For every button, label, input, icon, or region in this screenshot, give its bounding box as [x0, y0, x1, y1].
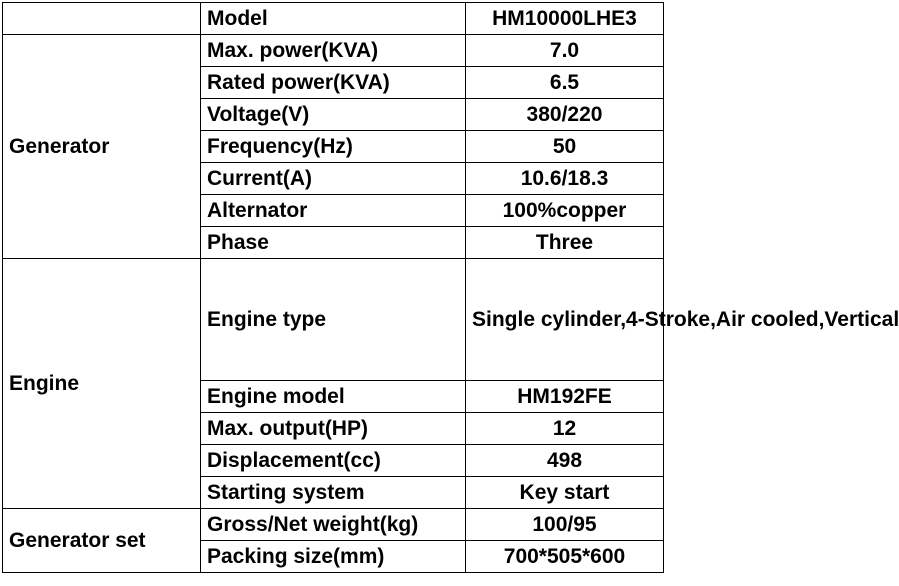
param-value: 10.6/18.3 — [466, 163, 664, 195]
param-label: Alternator — [201, 195, 466, 227]
param-value: Single cylinder,4-Stroke,Air cooled,Vertical — [466, 259, 664, 381]
param-value: 6.5 — [466, 67, 664, 99]
param-label: Max. output(HP) — [201, 413, 466, 445]
header-model-value: HM10000LHE3 — [466, 3, 664, 35]
param-value: 700*505*600 — [466, 541, 664, 573]
param-label: Engine model — [201, 381, 466, 413]
header-model-label: Model — [201, 3, 466, 35]
group-label-engine: Engine — [3, 259, 201, 509]
param-value: 12 — [466, 413, 664, 445]
param-value: 100%copper — [466, 195, 664, 227]
param-label: Phase — [201, 227, 466, 259]
param-value: 100/95 — [466, 509, 664, 541]
param-label: Displacement(cc) — [201, 445, 466, 477]
group-label-generator: Generator — [3, 35, 201, 259]
header-group-cell — [3, 3, 201, 35]
header-row — [3, 3, 664, 35]
param-label: Voltage(V) — [201, 99, 466, 131]
param-label: Packing size(mm) — [201, 541, 466, 573]
param-label: Rated power(KVA) — [201, 67, 466, 99]
param-value: Key start — [466, 477, 664, 509]
param-value: 50 — [466, 131, 664, 163]
table-row — [3, 509, 664, 541]
param-label: Frequency(Hz) — [201, 131, 466, 163]
spec-table — [2, 2, 899, 573]
param-label: Gross/Net weight(kg) — [201, 509, 466, 541]
param-label: Current(A) — [201, 163, 466, 195]
group-label-generator-set: Generator set — [3, 509, 201, 573]
param-value: 498 — [466, 445, 664, 477]
param-value: HM192FE — [466, 381, 664, 413]
param-value: 380/220 — [466, 99, 664, 131]
param-label: Engine type — [201, 259, 466, 381]
table-row — [3, 259, 664, 381]
param-label: Max. power(KVA) — [201, 35, 466, 67]
param-label: Starting system — [201, 477, 466, 509]
param-value: Three — [466, 227, 664, 259]
param-value: 7.0 — [466, 35, 664, 67]
table-row — [3, 35, 664, 67]
